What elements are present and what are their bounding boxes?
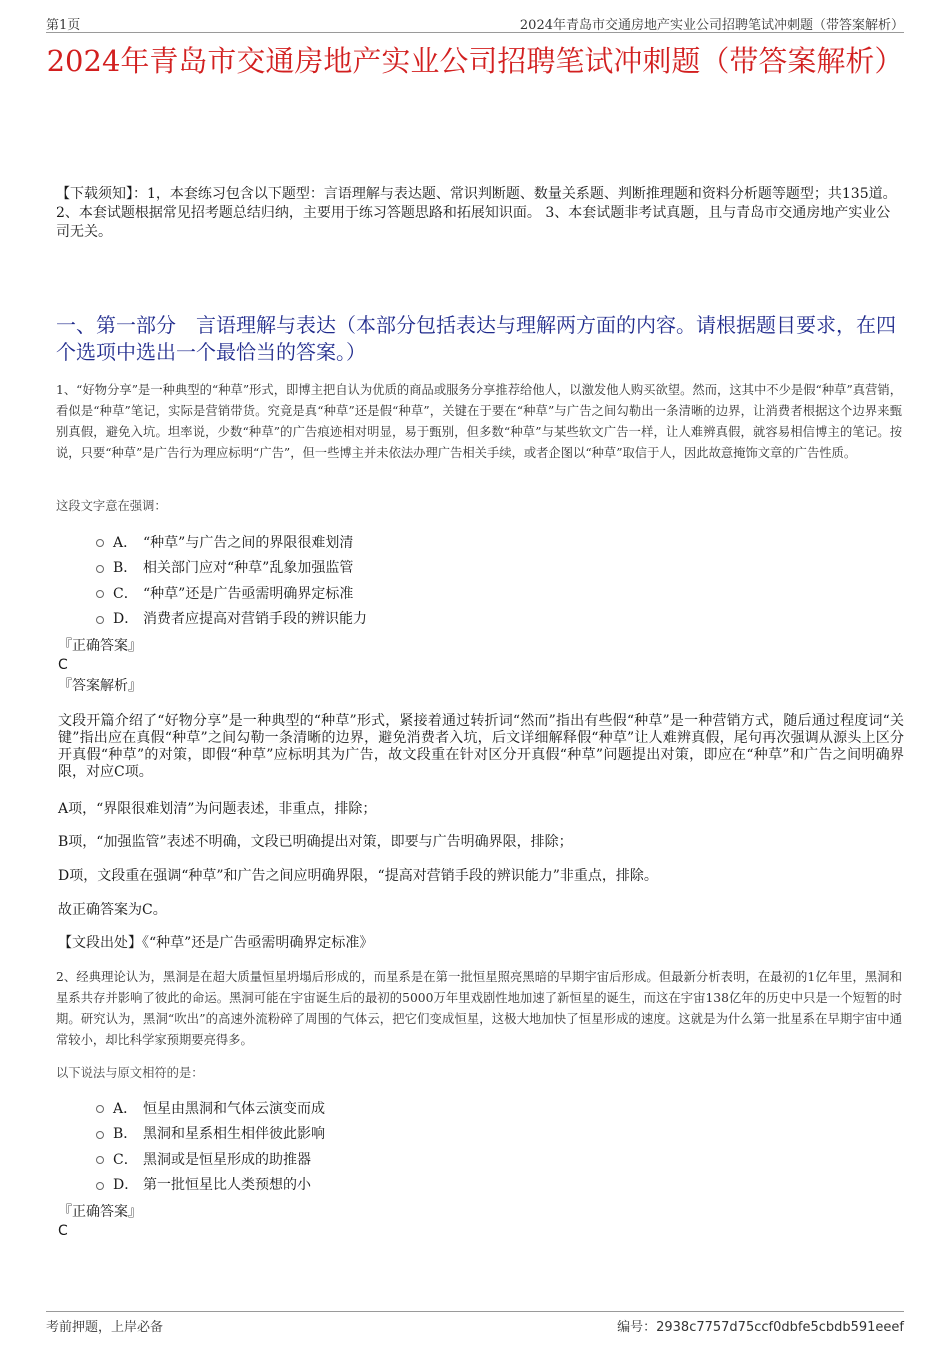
option-b[interactable]: B． 黑洞和星系相生相伴彼此影响 <box>96 1121 325 1147</box>
analysis-option-d: D项，文段重在强调“种草”和广告之间应明确界限，“提高对营销手段的辨识能力”非重点，排除。 <box>58 868 658 884</box>
option-a[interactable]: A． 恒星由黑洞和气体云演变而成 <box>96 1095 325 1121</box>
question-1-options <box>96 529 367 631</box>
answer-value: C <box>58 1223 68 1239</box>
analysis-conclusion: 故正确答案为C。 <box>58 902 167 918</box>
radio-icon[interactable] <box>96 1131 104 1139</box>
document-title: 2024年青岛市交通房地产实业公司招聘笔试冲刺题（带答案解析） <box>46 44 904 78</box>
header-doc-title: 2024年青岛市交通房地产实业公司招聘笔试冲刺题（带答案解析） <box>519 18 904 33</box>
radio-icon[interactable] <box>96 539 104 547</box>
option-b[interactable]: B． 相关部门应对“种草”乱象加强监管 <box>96 555 367 581</box>
radio-icon[interactable] <box>96 565 104 573</box>
page-number: 第1页 <box>46 18 81 33</box>
option-d[interactable]: D． 第一批恒星比人类预想的小 <box>96 1172 325 1198</box>
question-1-prompt: 这段文字意在强调： <box>56 499 167 513</box>
answer-label: 『正确答案』 <box>58 638 142 654</box>
analysis-option-b: B项，“加强监管”表述不明确，文段已明确提出对策，即要与广告明确界限，排除； <box>58 834 573 850</box>
radio-icon[interactable] <box>96 1182 104 1190</box>
answer-label: 『正确答案』 <box>58 1204 142 1220</box>
question-2-stem: 2、经典理论认为，黑洞是在超大质量恒星坍塌后形成的，而星系是在第一批恒星照亮黑暗的早期宇宙后形成。但最新分析表明，在最初的1亿年里，黑洞和星系共存并影响了彼此的命运。黑洞可能在宇宙诞生后的最初的5000万年里戏剧性地加速了新恒星的诞生，而这在宇宙138亿年的历史中只是一个短暂的时期。研究认为，黑洞“吹出”的高速外流粉碎了周围的气体云，把它们变成恒星，这极大地加快了恒星形成的速度。这就是为什么第一批星系在早期宇宙中通常较小，却比科学家预期要亮得多。 <box>56 970 902 1047</box>
page-footer <box>46 1311 904 1336</box>
question-2-prompt: 以下说法与原文相符的是： <box>56 1066 204 1080</box>
radio-icon[interactable] <box>96 616 104 624</box>
option-a[interactable]: A． “种草”与广告之间的界限很难划清 <box>96 529 367 555</box>
radio-icon[interactable] <box>96 1156 104 1164</box>
question-2-options <box>96 1095 325 1197</box>
option-c[interactable]: C． 黑洞或是恒星形成的助推器 <box>96 1146 325 1172</box>
option-d[interactable]: D． 消费者应提高对营销手段的辨识能力 <box>96 606 367 632</box>
download-notice: 【下载须知】：1，本套练习包含以下题型：言语理解与表达题、常识判断题、数量关系题、判断推理题和资料分析题等题型；共135道。 2、本套试题根据常见招考题总结归纳，主要用于练习答题思路和拓展知识面。 3、本套试题非考试真题，且与青岛市交通房地产实业公司无关。 <box>56 186 897 240</box>
section-heading: 一、第一部分 言语理解与表达（本部分包括表达与理解两方面的内容。请根据题目要求，在四个选项中选出一个最恰当的答案。） <box>56 313 896 364</box>
radio-icon[interactable] <box>96 590 104 598</box>
document-code: 编号：2938c7757d75ccf0dbfe5cbdb591eeef <box>617 1320 904 1335</box>
question-1-stem: 1、“好物分享”是一种典型的“种草”形式，即博主把自认为优质的商品或服务分享推荐给他人，以激发他人购买欲望。然而，这其中不少是假“种草”真营销，看似是“种草”笔记，实际是营销带货。究竟是真“种草”还是假“种草”，关键在于要在“种草”与广告之间勾勒出一条清晰的边界，让消费者根据这个边界来甄别真假，避免入坑。坦率说，少数“种草”的广告痕迹相对明显，易于甄别，但多数“种草”与某些软文广告一样，让人难辨真假，就容易相信博主的笔记。按说，只要“种草”是广告行为理应标明“广告”，但一些博主并未依法办理广告相关手续，或者企图以“种草”取信于人，因此故意掩饰文章的广告性质。 <box>56 383 902 460</box>
analysis-paragraph: 文段开篇介绍了“好物分享”是一种典型的“种草”形式，紧接着通过转折词“然而”指出有些假“种草”是一种营销方式，随后通过程度词“关键”指出应在真假“种草”之间勾勒一条清晰的边界，避免消费者入坑，后文详细解释假“种草”让人难辨真假，尾句再次强调从源头上区分开真假“种草”的对策，即假“种草”应标明其为广告，故文段重在针对区分开真假“种草”问题提出对策，即应在“种草”和广告之间明确界限，对应C项。 <box>58 713 904 780</box>
footer-slogan: 考前押题，上岸必备 <box>46 1320 164 1335</box>
answer-value: C <box>58 657 68 673</box>
analysis-option-a: A项，“界限很难划清”为问题表述，非重点，排除； <box>58 801 377 817</box>
radio-icon[interactable] <box>96 1105 104 1113</box>
analysis-label: 『答案解析』 <box>58 678 142 694</box>
page-header <box>46 10 904 33</box>
option-c[interactable]: C． “种草”还是广告亟需明确界定标准 <box>96 580 367 606</box>
text-source: 【文段出处】《“种草”还是广告亟需明确界定标准》 <box>58 935 374 951</box>
